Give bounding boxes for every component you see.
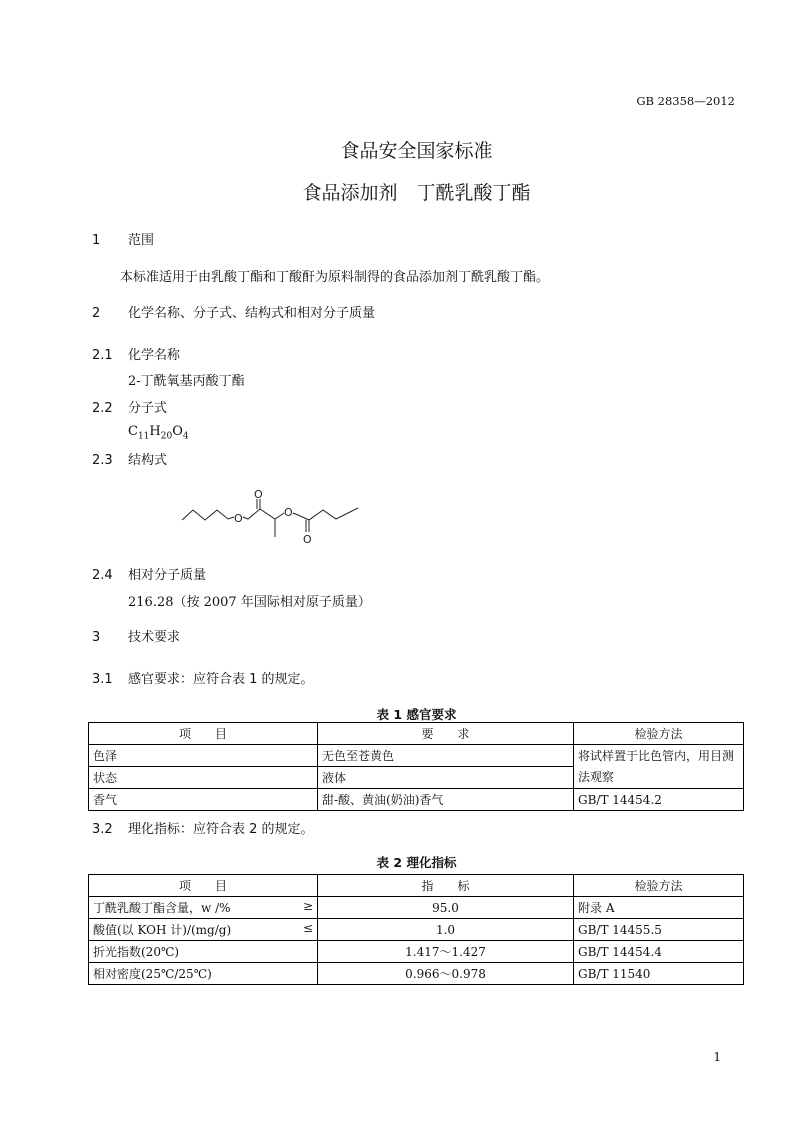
- svg-text:O: O: [303, 533, 312, 546]
- table-row: 酸值(以 KOH 计)/(mg/g) ≤ 1.0 GB/T 14455.5: [89, 919, 744, 941]
- section-1-body: 本标准适用于由乳酸丁酯和丁酸酐为原料制得的食品添加剂丁酰乳酸丁酯。: [120, 270, 550, 285]
- section-2-4-heading: 2.4 相对分子质量: [92, 568, 207, 583]
- chemical-name: 2-丁酰氧基丙酸丁酯: [128, 374, 245, 389]
- section-2-2-heading: 2.2 分子式: [92, 401, 168, 416]
- table-row: 状态 液体: [89, 767, 744, 789]
- page-number: 1: [713, 1050, 721, 1064]
- table-1-caption: 表 1 感官要求: [376, 707, 457, 722]
- section-3-heading: 3 技术要求: [92, 630, 181, 645]
- section-2-1-heading: 2.1 化学名称: [92, 348, 181, 363]
- table-2-caption: 表 2 理化指标: [376, 855, 457, 870]
- section-3-1-heading: 3.1 感官要求：应符合表 1 的规定。: [92, 672, 314, 687]
- section-2-heading: 2 化学名称、分子式、结构式和相对分子质量: [92, 306, 376, 321]
- table-row: 色泽 无色至苍黄色 将试样置于比色管内，用目测法观察: [89, 745, 744, 767]
- table-header-row: 项 目 指 标 检验方法: [89, 875, 744, 897]
- section-3-2-heading: 3.2 理化指标：应符合表 2 的规定。: [92, 822, 314, 837]
- svg-text:O: O: [284, 506, 293, 519]
- table-2-physicochemical: [88, 874, 744, 985]
- molecular-formula: $C_{11}H_{20}O_4$: [128, 424, 189, 442]
- structural-formula: [170, 480, 370, 550]
- svg-text:O: O: [254, 488, 263, 501]
- table-header-row: 项 目 要 求 检验方法: [89, 723, 744, 745]
- table-row: 折光指数(20℃) 1.417～1.427 GB/T 14454.4: [89, 941, 744, 963]
- title-line-1: 食品安全国家标准: [340, 140, 493, 162]
- svg-text:O: O: [234, 512, 243, 525]
- table-row: 相对密度(25℃/25℃) 0.966～0.978 GB/T 11540: [89, 963, 744, 985]
- table-1-sensory: [88, 722, 744, 811]
- title-line-2: 食品添加剂 丁酰乳酸丁酯: [302, 182, 531, 204]
- section-2-3-heading: 2.3 结构式: [92, 453, 168, 468]
- section-1-heading: 1 范围: [92, 233, 155, 248]
- molecular-weight: 216.28（按 2007 年国际相对原子质量）: [128, 595, 371, 610]
- table-row: 香气 甜-酸、黄油(奶油)香气 GB/T 14454.2: [89, 789, 744, 811]
- table-row: 丁酰乳酸丁酯含量，w /% ≥ 95.0 附录 A: [89, 897, 744, 919]
- standard-number: GB 28358—2012: [636, 94, 735, 108]
